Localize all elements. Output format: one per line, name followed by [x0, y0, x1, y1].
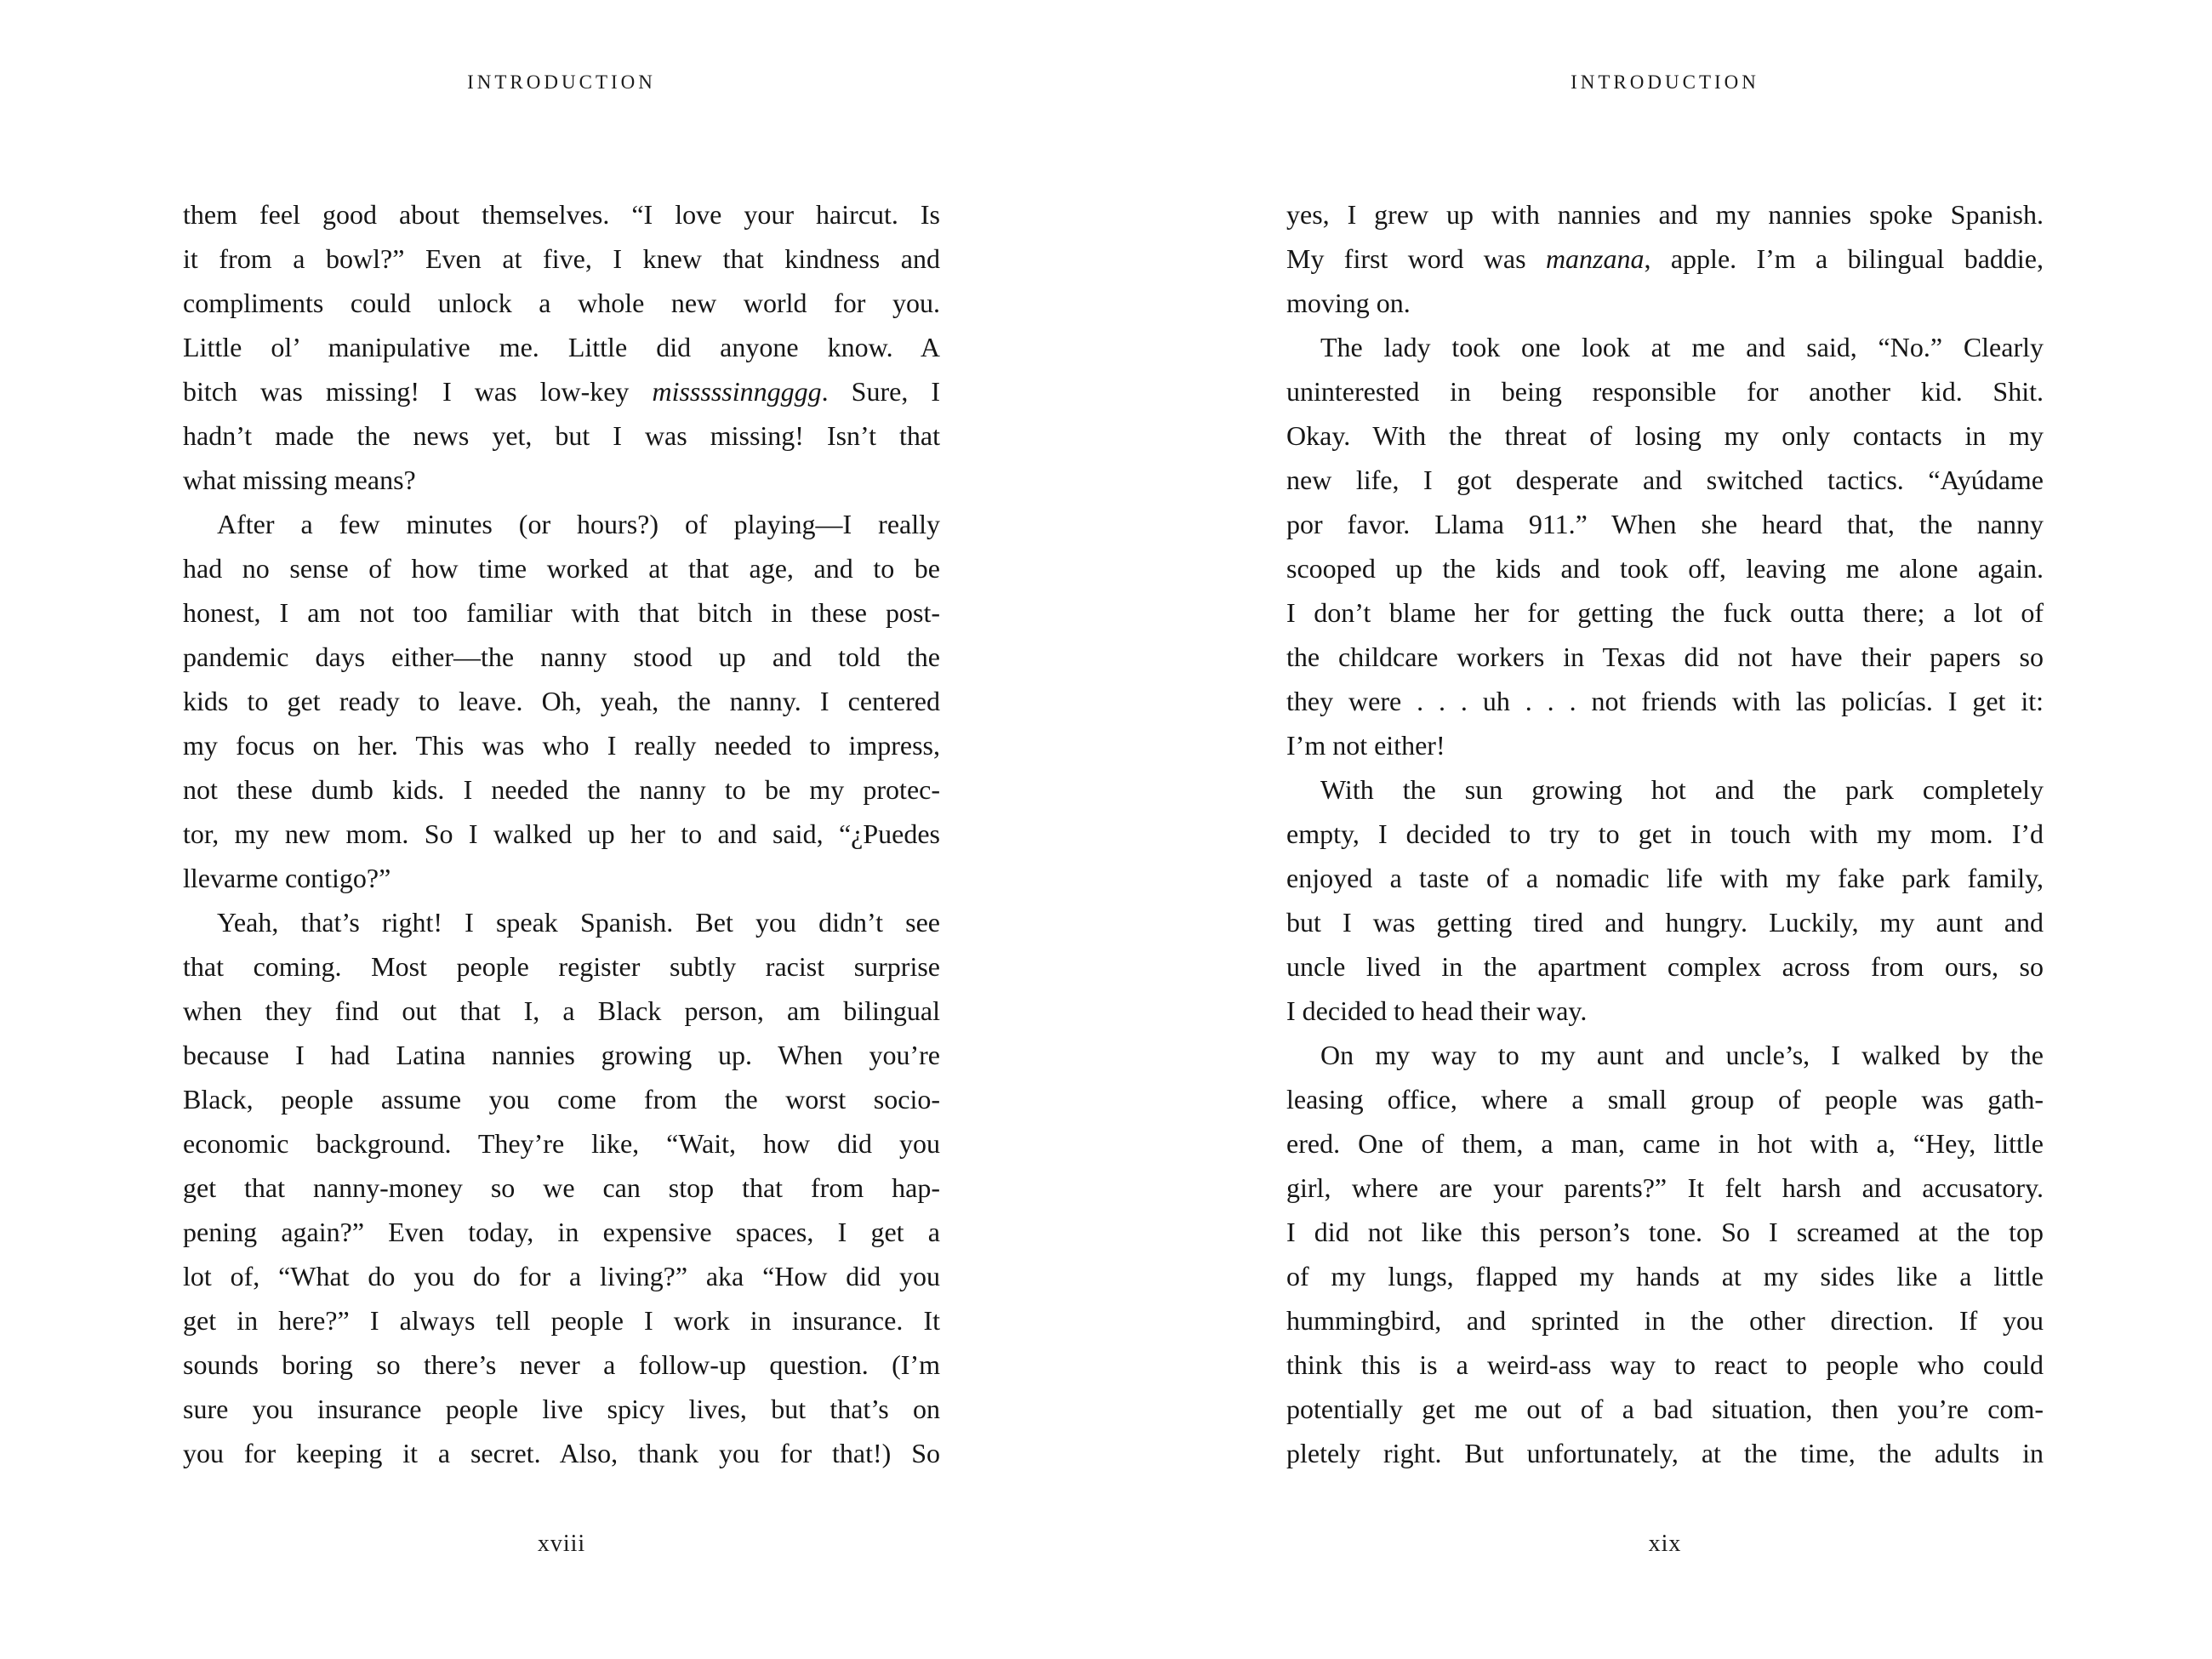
text-line: Yeah, that’s right! I speak Spanish. Bet you didn’t see [217, 907, 940, 938]
text-line: what missing means? [183, 465, 416, 495]
text-line: get in here?” I always tell people I work in insurance. It [183, 1305, 940, 1336]
text-line: empty, I decided to try to get in touch with my mom. I’d [1286, 818, 2044, 849]
text-line: leasing office, where a small group of people was gath- [1286, 1084, 2044, 1115]
text-line: yes, I grew up with nannies and my nannies spoke Spanish. [1286, 199, 2044, 230]
text-line: my focus on her. This was who I really needed to impress, [183, 730, 940, 761]
text-line: I decided to head their way. [1286, 995, 1588, 1026]
page-left [183, 0, 940, 1659]
text-line: girl, where are your parents?” It felt harsh and accusatory. [1286, 1172, 2044, 1203]
text-line: get that nanny-money so we can stop that from hap- [183, 1172, 940, 1203]
text-line: scooped up the kids and took off, leaving me alone again. [1286, 553, 2044, 584]
text-line: they were . . . uh . . . not friends with las policías. I get it: [1286, 686, 2044, 716]
text-line: moving on. [1286, 288, 1411, 318]
text-line: pening again?” Even today, in expensive spaces, I get a [183, 1217, 940, 1247]
text-line: After a few minutes (or hours?) of playing—I really [217, 509, 940, 539]
text-line: compliments could unlock a whole new world for you. [183, 288, 940, 318]
text-line: With the sun growing hot and the park completely [1320, 774, 2044, 805]
text-line: On my way to my aunt and uncle’s, I walked by the [1320, 1040, 2044, 1070]
text-line: ered. One of them, a man, came in hot with a, “Hey, little [1286, 1128, 2044, 1159]
text-line: the childcare workers in Texas did not have their papers so [1286, 641, 2044, 672]
text-line: that coming. Most people register subtly racist surprise [183, 951, 940, 982]
text-line: sounds boring so there’s never a follow-up question. (I’m [183, 1349, 940, 1380]
text-line: lot of, “What do you do for a living?” aka “How did you [183, 1261, 940, 1291]
text-line: it from a bowl?” Even at five, I knew that kindness and [183, 243, 940, 274]
text-line: bitch was missing! I was low-key misssssinngggg. Sure, I [183, 376, 940, 407]
text-line: think this is a weird-ass way to react to people who could [1286, 1349, 2044, 1380]
text-line: enjoyed a taste of a nomadic life with my fake park family, [1286, 863, 2044, 893]
text-line: potentially get me out of a bad situation, then you’re com- [1286, 1394, 2044, 1424]
text-line: pandemic days either—the nanny stood up and told the [183, 641, 940, 672]
text-line: economic background. They’re like, “Wait, how did you [183, 1128, 940, 1159]
text-line: sure you insurance people live spicy lives, but that’s on [183, 1394, 940, 1424]
text-line: The lady took one look at me and said, “No.” Clearly [1320, 332, 2044, 362]
page-body-left [183, 192, 940, 1475]
running-header-right: INTRODUCTION [1571, 71, 1759, 93]
text-line: but I was getting tired and hungry. Luckily, my aunt and [1286, 907, 2044, 938]
text-line: I’m not either! [1286, 730, 1445, 761]
running-header-left: INTRODUCTION [467, 71, 656, 93]
text-line: por favor. Llama 911.” When she heard that, the nanny [1286, 509, 2044, 539]
text-line: I don’t blame her for getting the fuck outta there; a lot of [1286, 597, 2044, 628]
text-line: Black, people assume you come from the worst socio- [183, 1084, 940, 1115]
text-line: you for keeping it a secret. Also, thank you for that!) So [183, 1438, 940, 1468]
text-line: them feel good about themselves. “I love your haircut. Is [183, 199, 940, 230]
text-line: tor, my new mom. So I walked up her to and said, “¿Puedes [183, 818, 940, 849]
page-number-right: xix [1648, 1531, 1682, 1557]
text-line: I did not like this person’s tone. So I screamed at the top [1286, 1217, 2044, 1247]
text-line: Little ol’ manipulative me. Little did anyone know. A [183, 332, 940, 362]
text-line: llevarme contigo?” [183, 863, 391, 893]
page-body-right [1286, 192, 2044, 1475]
text-line: uncle lived in the apartment complex across from ours, so [1286, 951, 2044, 982]
text-line: hummingbird, and sprinted in the other direction. If you [1286, 1305, 2044, 1336]
text-line: of my lungs, flapped my hands at my sides like a little [1286, 1261, 2044, 1291]
page-right [1286, 0, 2044, 1659]
text-line: had no sense of how time worked at that age, and to be [183, 553, 940, 584]
text-line: kids to get ready to leave. Oh, yeah, the nanny. I centered [183, 686, 940, 716]
text-line: uninterested in being responsible for another kid. Shit. [1286, 376, 2044, 407]
text-line: when they find out that I, a Black person, am bilingual [183, 995, 940, 1026]
text-line: because I had Latina nannies growing up. When you’re [183, 1040, 940, 1070]
text-line: new life, I got desperate and switched tactics. “Ayúdame [1286, 465, 2044, 495]
text-line: honest, I am not too familiar with that bitch in these post- [183, 597, 940, 628]
text-line: pletely right. But unfortunately, at the time, the adults in [1286, 1438, 2044, 1468]
page-number-left: xviii [537, 1531, 586, 1557]
text-line: Okay. With the threat of losing my only contacts in my [1286, 420, 2044, 451]
text-line: My first word was manzana, apple. I’m a bilingual baddie, [1286, 243, 2044, 274]
text-line: not these dumb kids. I needed the nanny to be my protec- [183, 774, 940, 805]
text-line: hadn’t made the news yet, but I was missing! Isn’t that [183, 420, 940, 451]
